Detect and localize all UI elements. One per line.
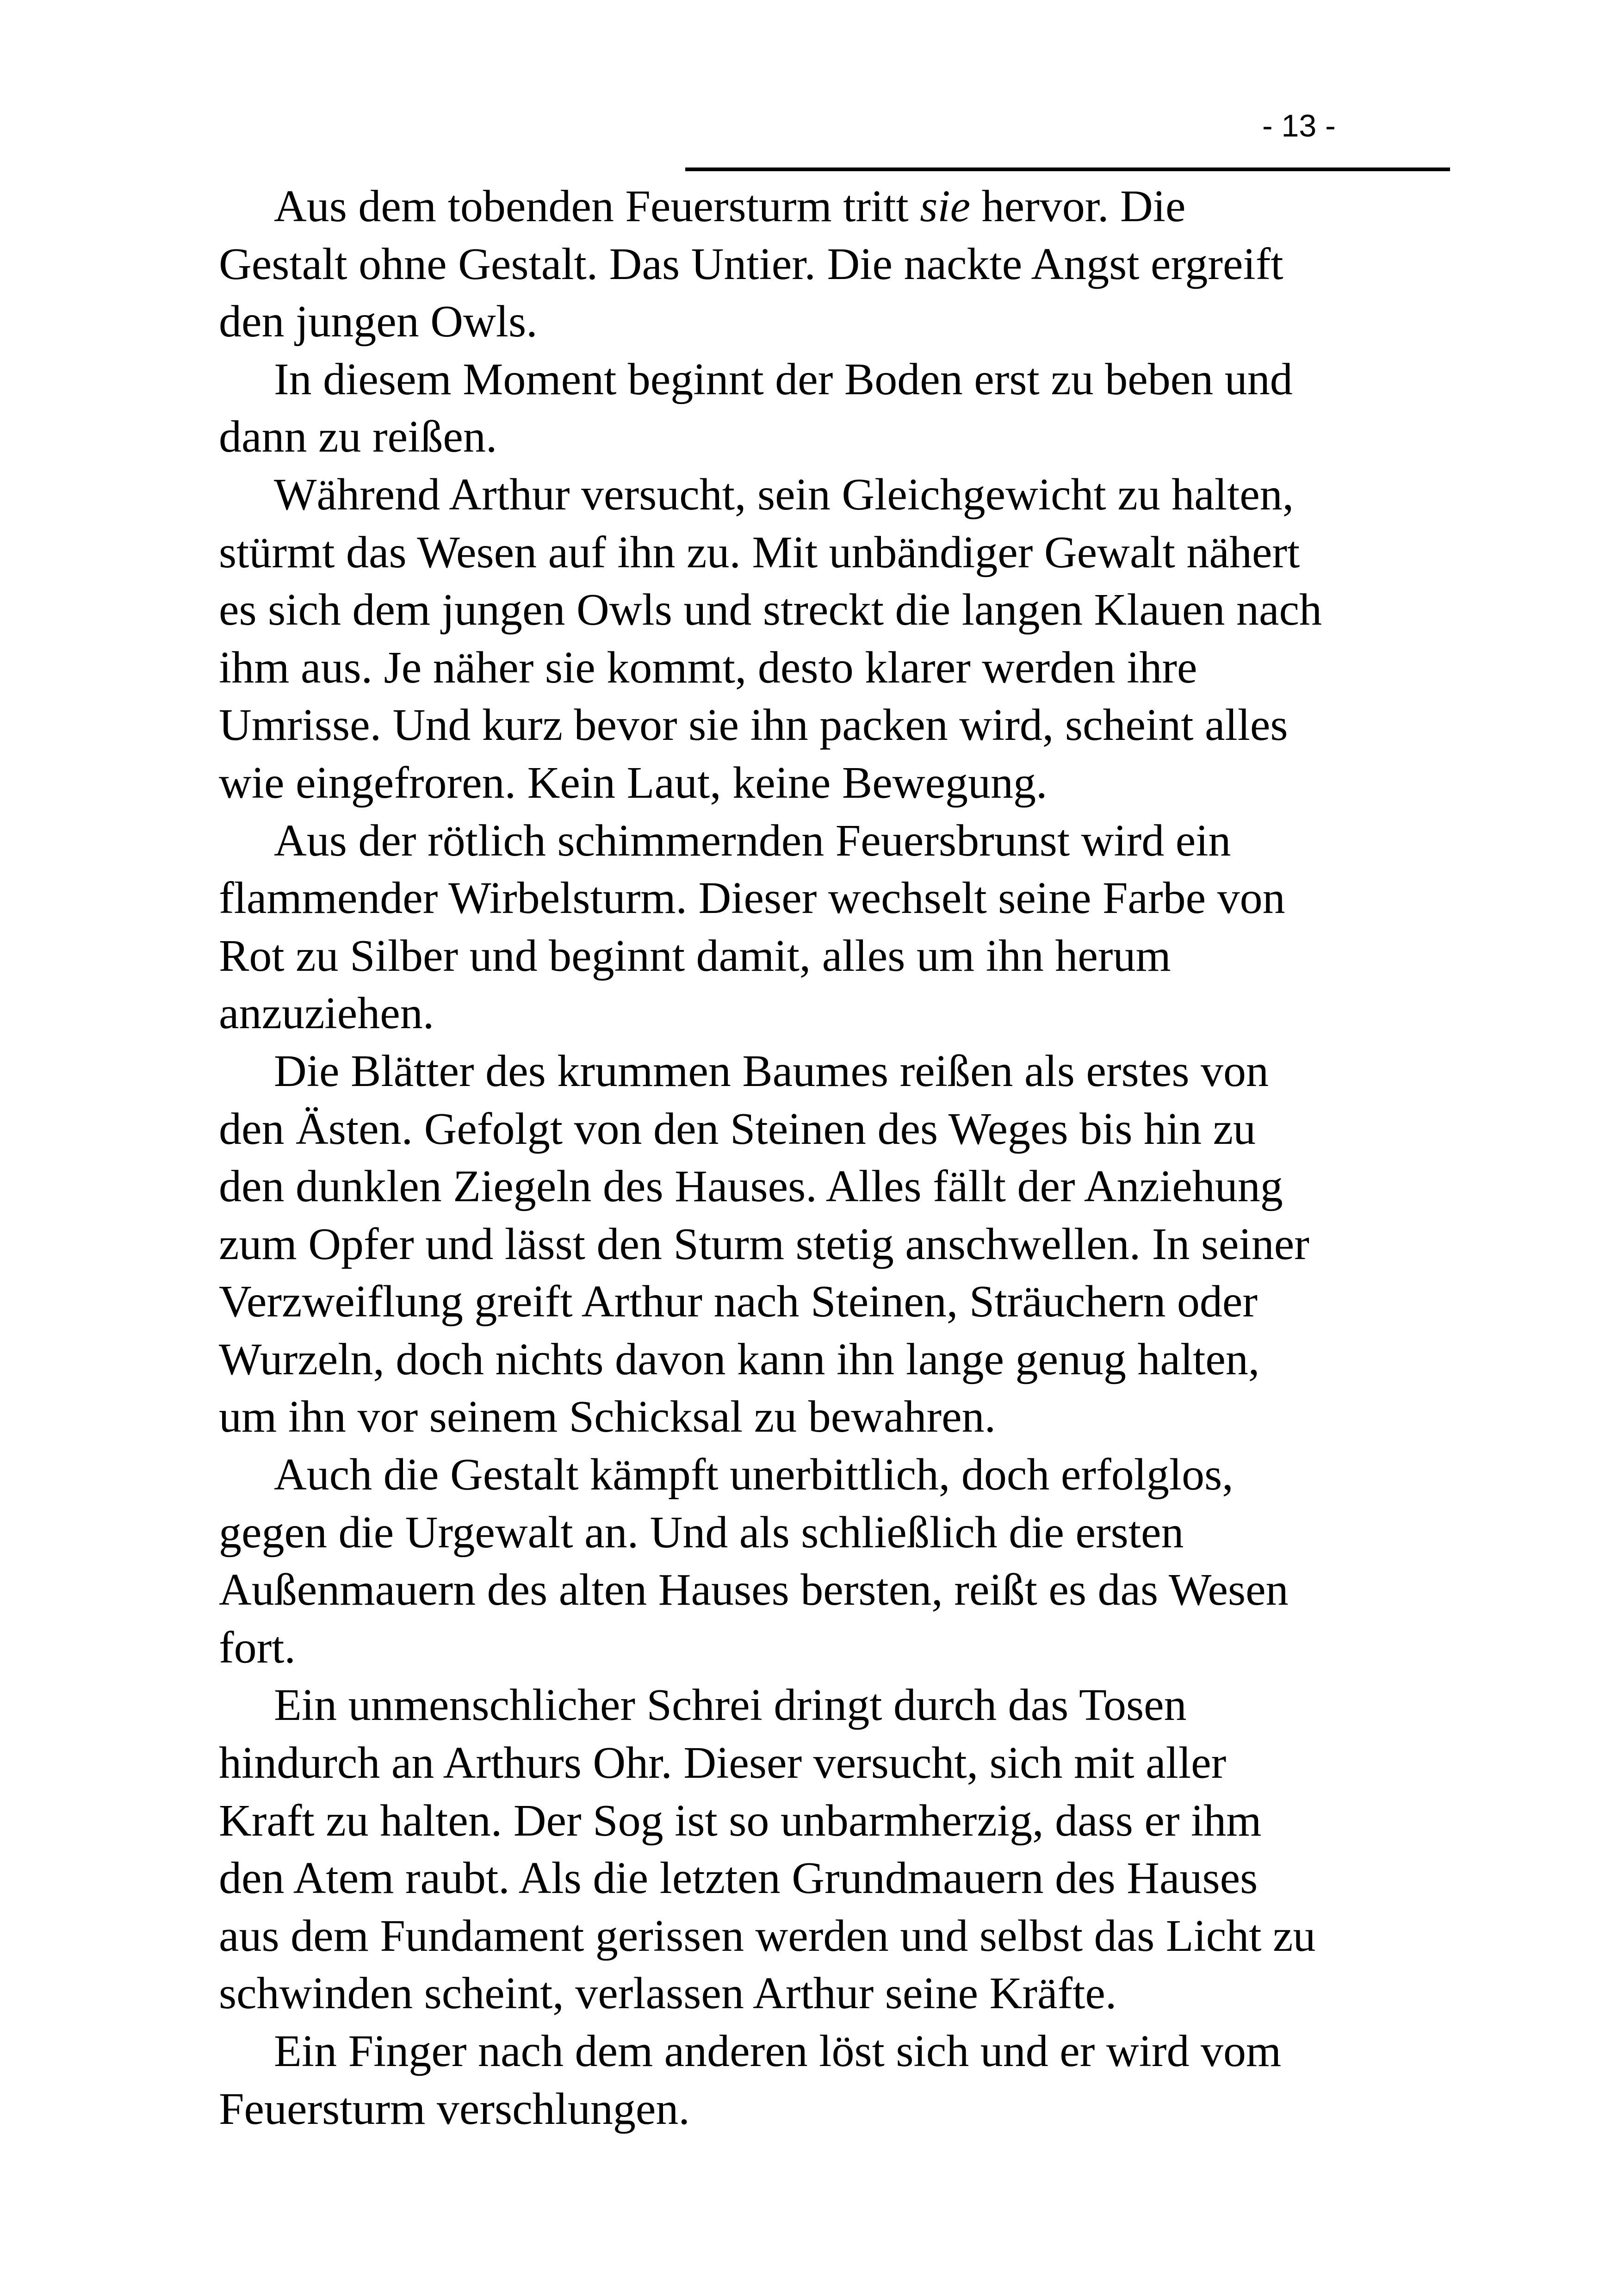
- text-line: [219, 351, 1403, 409]
- body-text: [219, 178, 1403, 2138]
- text-run: Außenmauern des alten Hauses bersten, reißt es das Wesen: [219, 1565, 1289, 1615]
- text-run: anzuziehen.: [219, 988, 434, 1039]
- text-run: zum Opfer und lässt den Sturm stetig anschwellen. In seiner: [219, 1219, 1309, 1269]
- text-run: ihm aus. Je näher sie kommt, desto klarer werden ihre: [219, 642, 1197, 693]
- text-run: Während Arthur versucht, sein Gleichgewicht zu halten,: [274, 469, 1294, 520]
- text-run: Ein unmenschlicher Schrei dringt durch das Tosen: [274, 1680, 1187, 1731]
- paragraph: [219, 1676, 1403, 2023]
- text-line: [219, 1446, 1403, 1504]
- text-line: [219, 236, 1403, 293]
- paragraph: [219, 1043, 1403, 1446]
- text-run: Aus der rötlich schimmernden Feuersbrunst wird ein: [274, 815, 1231, 866]
- text-run: den dunklen Ziegeln des Hauses. Alles fällt der Anziehung: [219, 1161, 1283, 1212]
- text-run: flammender Wirbelsturm. Dieser wechselt seine Farbe von: [219, 873, 1285, 924]
- page-number: - 13 -: [1262, 108, 1336, 143]
- text-line: [219, 1792, 1403, 1850]
- text-run: Aus dem tobenden Feuersturm tritt: [274, 181, 920, 231]
- text-line: [219, 1331, 1403, 1389]
- paragraph: [219, 351, 1403, 466]
- text-run: In diesem Moment beginnt der Boden erst zu beben und: [274, 354, 1293, 404]
- text-run: dann zu reißen.: [219, 412, 497, 462]
- text-line: [219, 812, 1403, 870]
- text-run: Ein Finger nach dem anderen löst sich und er wird vom: [274, 2026, 1282, 2076]
- text-line: [219, 581, 1403, 639]
- paragraph: [219, 1446, 1403, 1676]
- text-line: [219, 1907, 1403, 1965]
- text-run: Rot zu Silber und beginnt damit, alles um ihn herum: [219, 931, 1171, 981]
- text-line: [219, 1676, 1403, 1734]
- text-run: den Ästen. Gefolgt von den Steinen des Weges bis hin zu: [219, 1104, 1256, 1154]
- text-run: schwinden scheint, verlassen Arthur seine Kräfte.: [219, 1968, 1117, 2019]
- text-line: [219, 178, 1403, 236]
- text-run: den jungen Owls.: [219, 297, 538, 347]
- text-run: Feuersturm verschlungen.: [219, 2084, 690, 2134]
- text-line: [219, 408, 1403, 466]
- text-run: um ihn vor seinem Schicksal zu bewahren.: [219, 1392, 996, 1442]
- text-line: [219, 1965, 1403, 2023]
- header-rule: [685, 168, 1450, 171]
- text-line: [219, 1158, 1403, 1216]
- text-run: den Atem raubt. Als die letzten Grundmauern des Hauses: [219, 1853, 1258, 1904]
- text-run: Die Blätter des krummen Baumes reißen als erstes von: [274, 1046, 1269, 1096]
- text-run: es sich dem jungen Owls und streckt die langen Klauen nach: [219, 585, 1322, 635]
- text-run: stürmt das Wesen auf ihn zu. Mit unbändiger Gewalt nähert: [219, 527, 1300, 577]
- text-run: Kraft zu halten. Der Sog ist so unbarmherzig, dass er ihm: [219, 1795, 1262, 1846]
- text-line: [219, 293, 1403, 351]
- text-line: [219, 696, 1403, 754]
- text-line: [219, 1561, 1403, 1619]
- text-line: [219, 524, 1403, 582]
- text-line: [219, 1619, 1403, 1677]
- text-line: [219, 985, 1403, 1043]
- text-line: [219, 1100, 1403, 1158]
- paragraph: [219, 466, 1403, 812]
- text-line: [219, 1504, 1403, 1562]
- paragraph: [219, 178, 1403, 351]
- text-run: Auch die Gestalt kämpft unerbittlich, doch erfolglos,: [274, 1450, 1234, 1500]
- text-line: [219, 1849, 1403, 1907]
- text-run: Wurzeln, doch nichts davon kann ihn lange genug halten,: [219, 1334, 1260, 1384]
- text-line: [219, 2080, 1403, 2138]
- text-line: [219, 639, 1403, 697]
- paragraph: [219, 812, 1403, 1043]
- italic-text: sie: [920, 181, 971, 231]
- text-line: [219, 927, 1403, 985]
- paragraph: [219, 2023, 1403, 2138]
- text-line: [219, 869, 1403, 927]
- text-line: [219, 1273, 1403, 1331]
- text-line: [219, 754, 1403, 812]
- text-run: Umrisse. Und kurz bevor sie ihn packen wird, scheint alles: [219, 700, 1288, 751]
- text-run: hindurch an Arthurs Ohr. Dieser versucht, sich mit aller: [219, 1738, 1227, 1788]
- text-run: Gestalt ohne Gestalt. Das Untier. Die nackte Angst ergreift: [219, 239, 1283, 289]
- text-line: [219, 1043, 1403, 1100]
- text-line: [219, 1388, 1403, 1446]
- text-line: [219, 466, 1403, 524]
- text-run: wie eingefroren. Kein Laut, keine Bewegung.: [219, 757, 1048, 808]
- text-line: [219, 1216, 1403, 1273]
- text-run: aus dem Fundament gerissen werden und selbst das Licht zu: [219, 1911, 1316, 1961]
- text-run: fort.: [219, 1622, 296, 1673]
- text-run: Verzweiflung greift Arthur nach Steinen, Sträuchern oder: [219, 1277, 1258, 1327]
- text-line: [219, 1734, 1403, 1792]
- text-run: hervor. Die: [970, 181, 1186, 231]
- text-run: gegen die Urgewalt an. Und als schließlich die ersten: [219, 1507, 1184, 1558]
- text-line: [219, 2023, 1403, 2080]
